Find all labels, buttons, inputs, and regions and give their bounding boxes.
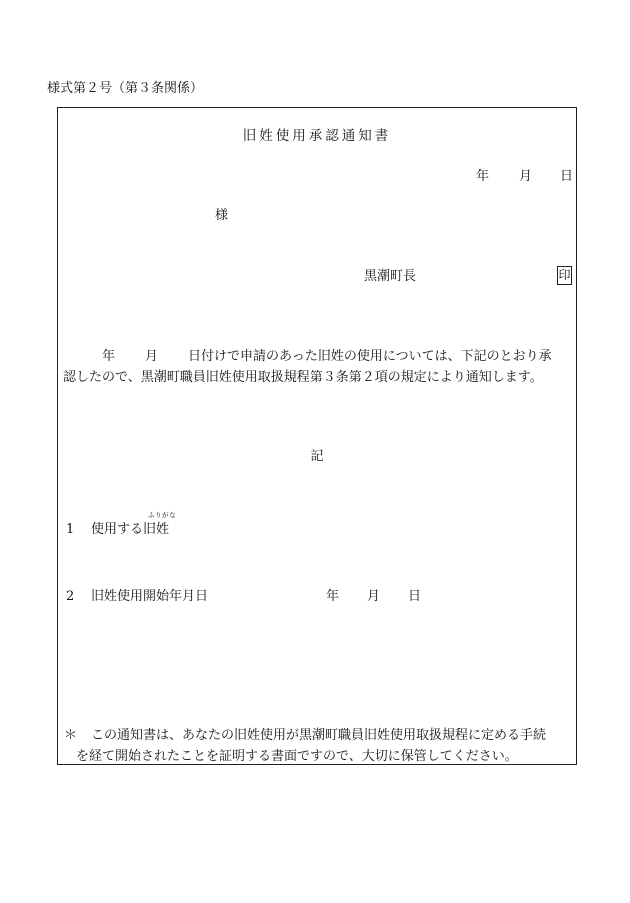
seal-box: 印 (557, 266, 572, 285)
note-line-1: この通知書は、あなたの旧姓使用が黒潮町職員旧姓使用取扱規程に定める手続 (91, 728, 547, 743)
item-2-year: 年 (326, 589, 340, 604)
item-1-label-base: 旧姓 (143, 522, 170, 537)
item-1-label (91, 523, 169, 536)
notice-frame (57, 107, 577, 765)
body-text-1: 日付けで申請のあった旧姓の使用については、下記のとおり承 (188, 349, 552, 364)
item-1-number: 1 (66, 522, 75, 537)
note-line-2: を経て開始されたことを証明する書面ですので、大切に保管してください。 (76, 749, 518, 764)
item-2-day: 日 (408, 589, 422, 604)
body-month: 月 (145, 349, 159, 364)
form-number-label: 様式第２号（第３条関係） (47, 81, 204, 96)
item-1-ruby: ふりがな (148, 511, 176, 519)
body-line-2: 認したので、黒潮町職員旧姓使用取扱規程第３条第２項の規定により通知します。 (63, 370, 543, 385)
item-2-label: 旧姓使用開始年月日 (91, 589, 209, 604)
ki-heading: 記 (310, 449, 324, 464)
item-2-number: 2 (66, 589, 75, 604)
issue-date-day: 日 (560, 169, 574, 184)
issue-date-month: 月 (519, 169, 533, 184)
issue-date-year: 年 (476, 169, 490, 184)
body-year: 年 (102, 349, 116, 364)
document-title: 旧姓使用承認通知書 (242, 128, 392, 144)
item-2-month: 月 (367, 589, 381, 604)
addressee-suffix: 様 (215, 208, 229, 223)
issuer-name: 黒潮町長 (364, 269, 417, 284)
note-mark: ＊ (64, 728, 78, 743)
item-1-label-prefix: 使用する (91, 522, 144, 537)
body-line-1 (102, 350, 552, 363)
